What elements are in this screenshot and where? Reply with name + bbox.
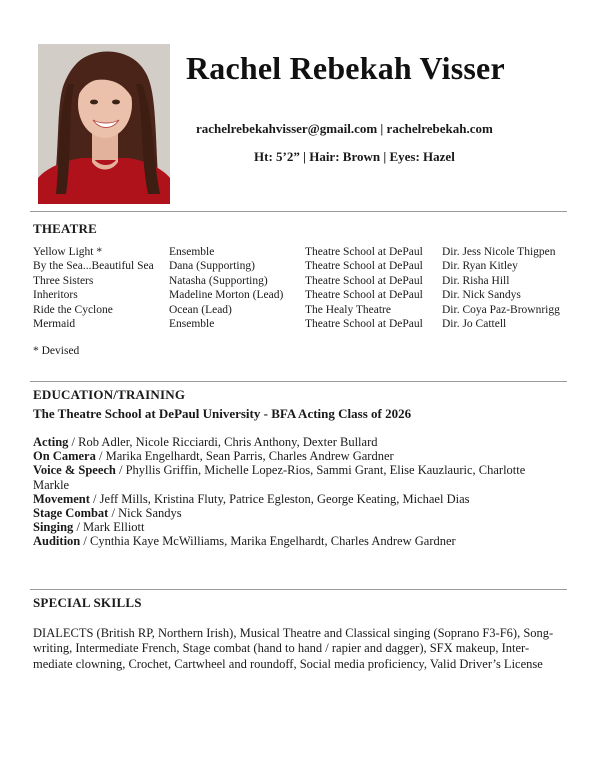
show-title: By the Sea...Beautiful Sea (33, 260, 154, 273)
venue: Theatre School at DePaul (305, 274, 423, 287)
table-row (33, 274, 572, 288)
divider (30, 589, 567, 590)
special-skills-text: DIALECTS (British RP, Northern Irish), Musical Theatre and Classical singing (Soprano F3-F6), Song-writing, Intermediate French, Stage combat (hand to hand / rapier and dagger), SFX makeup, Inter-mediate clowning, Crochet, Cartwheel and roundoff, Social media proficiency, Valid Driver’s License (33, 626, 554, 671)
training-separator: / (95, 449, 106, 464)
table-row (33, 288, 572, 302)
school-program: The Theatre School at DePaul University - BFA Acting Class of 2026 (33, 406, 412, 421)
training-teachers: Nick Sandys (118, 506, 182, 521)
training-item (33, 506, 553, 520)
training-separator: / (115, 463, 126, 478)
director: Dir. Coya Paz-Brownrigg (442, 303, 560, 316)
table-row (33, 317, 572, 331)
training-label: On Camera (33, 449, 96, 464)
training-teachers: Marika Engelhardt, Sean Parris, Charles Andrew Gardner (105, 449, 394, 464)
training-item (33, 492, 553, 506)
divider (30, 211, 567, 212)
venue: Theatre School at DePaul (305, 260, 423, 273)
venue: Theatre School at DePaul (305, 317, 423, 330)
training-item (33, 449, 553, 463)
section-heading-skills: SPECIAL SKILLS (33, 595, 142, 610)
training-separator: / (68, 435, 79, 449)
training-teachers: Phyllis Griffin, Michelle Lopez-Rios, Sammi Grant, Elise Kauzlauric, Charlotte Markle (33, 463, 526, 492)
training-teachers: Rob Adler, Nicole Ricciardi, Chris Anthony, Dexter Bullard (78, 435, 378, 449)
role: Ocean (Lead) (169, 303, 232, 316)
theatre-credits-table (33, 245, 572, 331)
role: Dana (Supporting) (169, 260, 255, 273)
training-item (33, 534, 553, 548)
show-title: Yellow Light * (33, 246, 103, 258)
venue: Theatre School at DePaul (305, 246, 423, 258)
training-separator: / (80, 534, 90, 549)
director: Dir. Ryan Kitley (442, 260, 518, 273)
candidate-name: Rachel Rebekah Visser (186, 50, 505, 86)
training-teachers: Jeff Mills, Kristina Fluty, Patrice Egleston, George Keating, Michael Dias (99, 491, 470, 506)
training-label: Singing (33, 520, 74, 535)
training-list (33, 435, 553, 549)
training-label: Audition (33, 534, 81, 549)
role: Ensemble (169, 317, 215, 330)
table-row (33, 303, 572, 317)
headshot-photo (38, 44, 170, 204)
role: Madeline Morton (Lead) (169, 289, 284, 302)
training-teachers: Cynthia Kaye McWilliams, Marika Engelhardt, Charles Andrew Gardner (89, 534, 456, 549)
contact-info: rachelrebekahvisser@gmail.com | rachelrebekah.com (196, 121, 493, 136)
table-row (33, 245, 572, 259)
show-title: Three Sisters (33, 274, 94, 287)
director: Dir. Jo Cattell (442, 317, 507, 330)
table-row (33, 259, 572, 273)
director: Dir. Risha Hill (442, 274, 510, 287)
section-heading-education: EDUCATION/TRAINING (33, 387, 186, 402)
director: Dir. Nick Sandys (442, 289, 521, 302)
devised-footnote: * Devised (33, 345, 80, 357)
training-teachers: Mark Elliott (83, 520, 145, 535)
training-label: Acting (33, 435, 69, 449)
training-item (33, 435, 553, 449)
physical-stats: Ht: 5’2” | Hair: Brown | Eyes: Hazel (254, 149, 455, 164)
venue: Theatre School at DePaul (305, 289, 423, 302)
training-separator: / (89, 491, 100, 506)
training-label: Voice & Speech (33, 463, 116, 478)
show-title: Ride the Cyclone (33, 303, 113, 316)
training-label: Movement (33, 491, 90, 506)
venue: The Healy Theatre (305, 303, 391, 316)
show-title: Mermaid (33, 317, 76, 330)
training-item (33, 463, 553, 491)
training-item (33, 520, 553, 534)
divider (30, 381, 567, 382)
show-title: Inheritors (33, 289, 78, 302)
director: Dir. Jess Nicole Thigpen (442, 246, 556, 258)
section-heading-theatre: THEATRE (33, 221, 98, 236)
role: Natasha (Supporting) (169, 274, 268, 287)
training-separator: / (73, 520, 84, 535)
training-separator: / (108, 506, 119, 521)
training-label: Stage Combat (33, 506, 109, 521)
role: Ensemble (169, 246, 215, 258)
